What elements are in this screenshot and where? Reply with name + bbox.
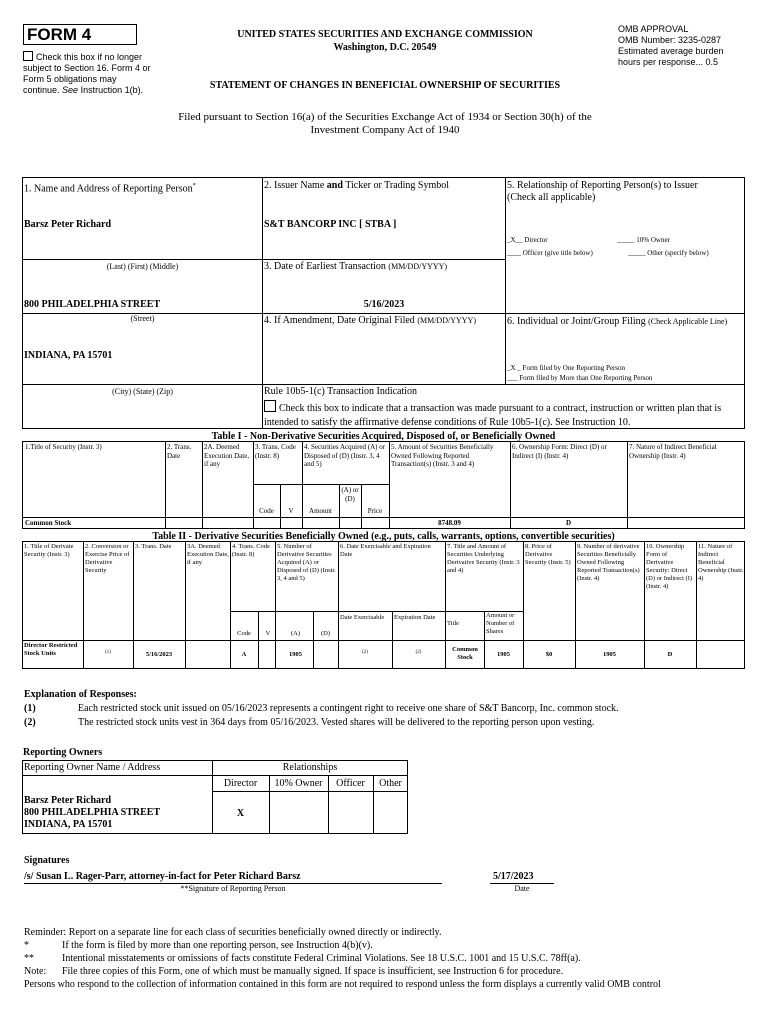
footnote-2-number: (2) [24,717,36,728]
relationship-other: _____ Other (specify below) [628,249,709,257]
relationship-officer: ____ Officer (give title below) [507,249,593,257]
statement-title: STATEMENT OF CHANGES IN BENEFICIAL OWNERSHIP OF SECURITIES [209,80,561,91]
t1-h-title: 1.Title of Security (Instr. 3) [25,443,102,451]
t1-h-amount-owned: 5. Amount of Securities Beneficially Owned Following Reported Transaction(s) (Instr. 3 and 4) [391,443,494,468]
t2-h-price: 8. Price of Derivative Security (Instr. 5) [525,543,571,566]
t2-sub-d: (D) [320,630,331,637]
note-label: Note: [24,966,47,977]
footnote-1-text: Each restricted stock unit issued on 05/16/2023 represents a contingent right to receive one share of S&T Bancorp, Inc. common stock. [78,703,619,714]
signature: /s/ Susan L. Rager-Parr, attorney-in-fact for Peter Richard Barsz [24,871,301,882]
city-state-zip: INDIANA, PA 15701 [24,350,113,361]
t2-row-form: D [667,651,673,658]
street-label: (Street) [130,314,155,323]
footnote-1-number: (1) [24,703,36,714]
explanation-title: Explanation of Responses: [24,689,137,700]
t2-h-date: 3. Trans. Date [135,543,172,550]
t2-sub-date-exercisable: Date Exercisable [340,614,385,621]
t1-h-date: 2. Trans. Date [167,443,192,460]
table2-title: Table II - Derivative Securities Beneficially Owned (e.g., puts, calls, warrants, options, convertible securities) [152,531,615,542]
omb-notice: Persons who respond to the collection of information contained in this form are not required to respond unless the form displays a currently valid OMB control [24,979,661,990]
t2-sub-title: Title [447,620,460,627]
signature-date: 5/17/2023 [493,871,534,882]
footnote-star-text: If the form is filed by more than one reporting person, see Instruction 4(b)(v). [62,940,373,951]
owner-director-mark: X [236,808,245,819]
t1-row-amount: 8748.09 [438,519,461,527]
note-text: File three copies of this Form, one of which must be manually signed. If space is insufficient, see Instruction 6 for procedure. [62,966,564,977]
owners-col-director: Director [223,778,258,789]
t2-h-code: 4. Trans. Code (Instr. 8) [232,543,270,558]
t1-sub-price: Price [367,507,383,515]
form-title: FORM 4 [27,25,92,44]
footnote-double-star: ** [24,953,34,964]
t2-h-conversion: 2. Conversion or Exercise Price of Derivative Security [85,543,130,574]
t1-h-nature: 7. Nature of Indirect Beneficial Ownership (Instr. 4) [629,443,717,460]
owners-col-10pct: 10% Owner [274,778,323,789]
agency-name: UNITED STATES SECURITIES AND EXCHANGE COMMISSION [237,29,533,40]
t2-row-underlying-amount: 1905 [497,651,510,658]
issuer-name: S&T BANCORP INC [ STBA ] [264,219,397,230]
footnote-star: * [24,940,29,951]
t2-row-acquired: 1905 [289,651,302,658]
omb-approval: OMB APPROVAL OMB Number: 3235-0287 Estimated average burden hours per response... 0.5 [618,24,724,67]
t2-h-owned: 9. Number of derivative Securities Beneficially Owned Following Reported Transaction(s) (Instr. 4) [577,543,640,582]
t2-sub-a: (A) [290,630,301,637]
filing-label: 6. Individual or Joint/Group Filing (Check Applicable Line) [507,316,728,327]
relationship-label: 5. Relationship of Reporting Person(s) to Issuer (Check all applicable) [507,180,698,203]
footnote-double-star-text: Intentional misstatements or omissions of facts constitute Federal Criminal Violations. See 18 U.S.C. 1001 and 15 U.S.C. 78ff(a). [62,953,581,964]
owners-col-officer: Officer [336,778,365,789]
reminder: Reminder: Report on a separate line for each class of securities beneficially owned directly or indirectly. [24,927,442,938]
t2-h-underlying: 7. Title and Amount of Securities Underlying Derivative Security (Instr. 3 and 4) [447,543,520,574]
relationship-10pct: _____ 10% Owner [617,236,670,244]
t2-h-title: 1. Title of Derivate Security (Instr. 3) [24,543,74,558]
signature-label: **Signature of Reporting Person [180,884,286,893]
owner-address: Barsz Peter Richard 800 PHILADELPHIA STREET INDIANA, PA 15701 [24,795,161,830]
city-label: (City) (State) (Zip) [112,387,173,396]
footnote-2-text: The restricted stock units vest in 364 days from 05/16/2023. Vested shares will be delivered to the reporting person upon vesting. [78,717,595,728]
table1-title: Table I - Non-Derivative Securities Acquired, Disposed of, or Beneficially Owned [211,431,556,442]
no-longer-subject-checkbox-text: Check this box if no longer subject to Section 16. Form 4 or Form 5 obligations may continue. See Instruction 1(b). [23,52,151,95]
t1-row-title: Common Stock [25,519,72,527]
owners-col-relationships: Relationships [282,762,338,773]
t1-sub-code: Code [259,507,274,515]
t2-row-underlying-title: Common Stock [452,646,478,661]
reporting-person-name: Barsz Peter Richard [24,219,112,230]
t1-h-acquired: 4. Securities Acquired (A) or Disposed of (D) (Instr. 3, 4 and 5) [304,443,386,468]
t2-row-date: 5/16/2023 [145,651,173,658]
signature-date-label: Date [514,884,530,893]
t1-row-form: D [565,519,572,527]
t2-row-expiration: (2) [415,650,422,655]
relationship-director: _X__ Director [507,236,548,244]
rule-10b5-text: Check this box to indicate that a transaction was made pursuant to a contract, instruction or written plan that is intended to satisfy the affirmative defense conditions of Rule 10b5-1(c). See Instruction 10. [264,400,742,430]
t2-h-exercisable: 6. Date Exercisable and Expiration Date [340,543,431,558]
t1-h-ownership-form: 6. Ownership Form: Direct (D) or Indirect (I) (Instr. 4) [512,443,607,460]
earliest-transaction-date: 5/16/2023 [363,299,405,310]
name-parts-label: (Last) (First) (Middle) [106,262,179,271]
agency-address: Washington, D.C. 20549 [333,42,437,53]
rule-10b5-title: Rule 10b5-1(c) Transaction Indication [264,386,418,397]
rule-10b5-checkbox[interactable] [264,400,276,412]
t2-h-nature: 11. Nature of Indirect Beneficial Ownership (Instr. 4) [698,543,744,582]
t2-sub-code: Code [237,630,251,637]
street-address: 800 PHILADELPHIA STREET [24,299,161,310]
amendment-label: 4. If Amendment, Date Original Filed (MM/DD/YYYY) [264,315,476,326]
earliest-transaction-label: 3. Date of Earliest Transaction (MM/DD/YYYY) [264,261,448,272]
t2-sub-expiration: Expiration Date [394,614,436,621]
t1-h-deemed: 2A. Deemed Execution Date, if any [204,443,250,468]
owners-col-name: Reporting Owner Name / Address [24,762,161,773]
t2-row-code: A [241,651,247,658]
t1-sub-amount: Amount [309,507,332,515]
t2-sub-amount: Amount or Number of Shares [486,612,515,635]
no-longer-subject-checkbox[interactable] [23,51,33,61]
t1-sub-v: V [288,507,294,515]
reporting-owners-title: Reporting Owners [23,747,103,758]
owners-col-other: Other [379,778,402,789]
t2-row-exercisable: (2) [362,650,368,655]
t2-h-number: 5. Number of Derivative Securities Acquired (A) or Disposed of (D) (Instr. 3, 4 and 5) [277,543,336,582]
filing-one-person: _X _ Form filed by One Reporting Person [507,364,626,372]
filing-more-persons: ___ Form filed by More than One Reporting Person [507,374,653,382]
t2-row-conversion: (1) [105,650,111,655]
t2-row-owned: 1905 [603,651,616,658]
issuer-label: 2. Issuer Name and Ticker or Trading Symbol [264,180,450,191]
t2-row-price: $0 [545,651,553,658]
signatures-title: Signatures [24,855,70,866]
t2-row-title: Director Restricted Stock Units [24,642,78,657]
t2-h-form: 10. Ownership Form of Derivative Security: Direct (D) or Indirect (I) (Instr. 4) [646,543,693,590]
t1-sub-aord: (A) or (D) [341,486,359,503]
filed-pursuant: Filed pursuant to Section 16(a) of the Securities Exchange Act of 1934 or Section 30(h) of the Investment Company Act of 1940 [178,111,592,136]
reporting-person-label: 1. Name and Address of Reporting Person* [24,183,196,195]
t2-sub-v: V [265,630,271,637]
t2-h-deemed: 3A. Deemed Execution Date, if any [187,543,229,566]
t1-h-code: 3. Trans. Code (Instr. 8) [255,443,296,460]
